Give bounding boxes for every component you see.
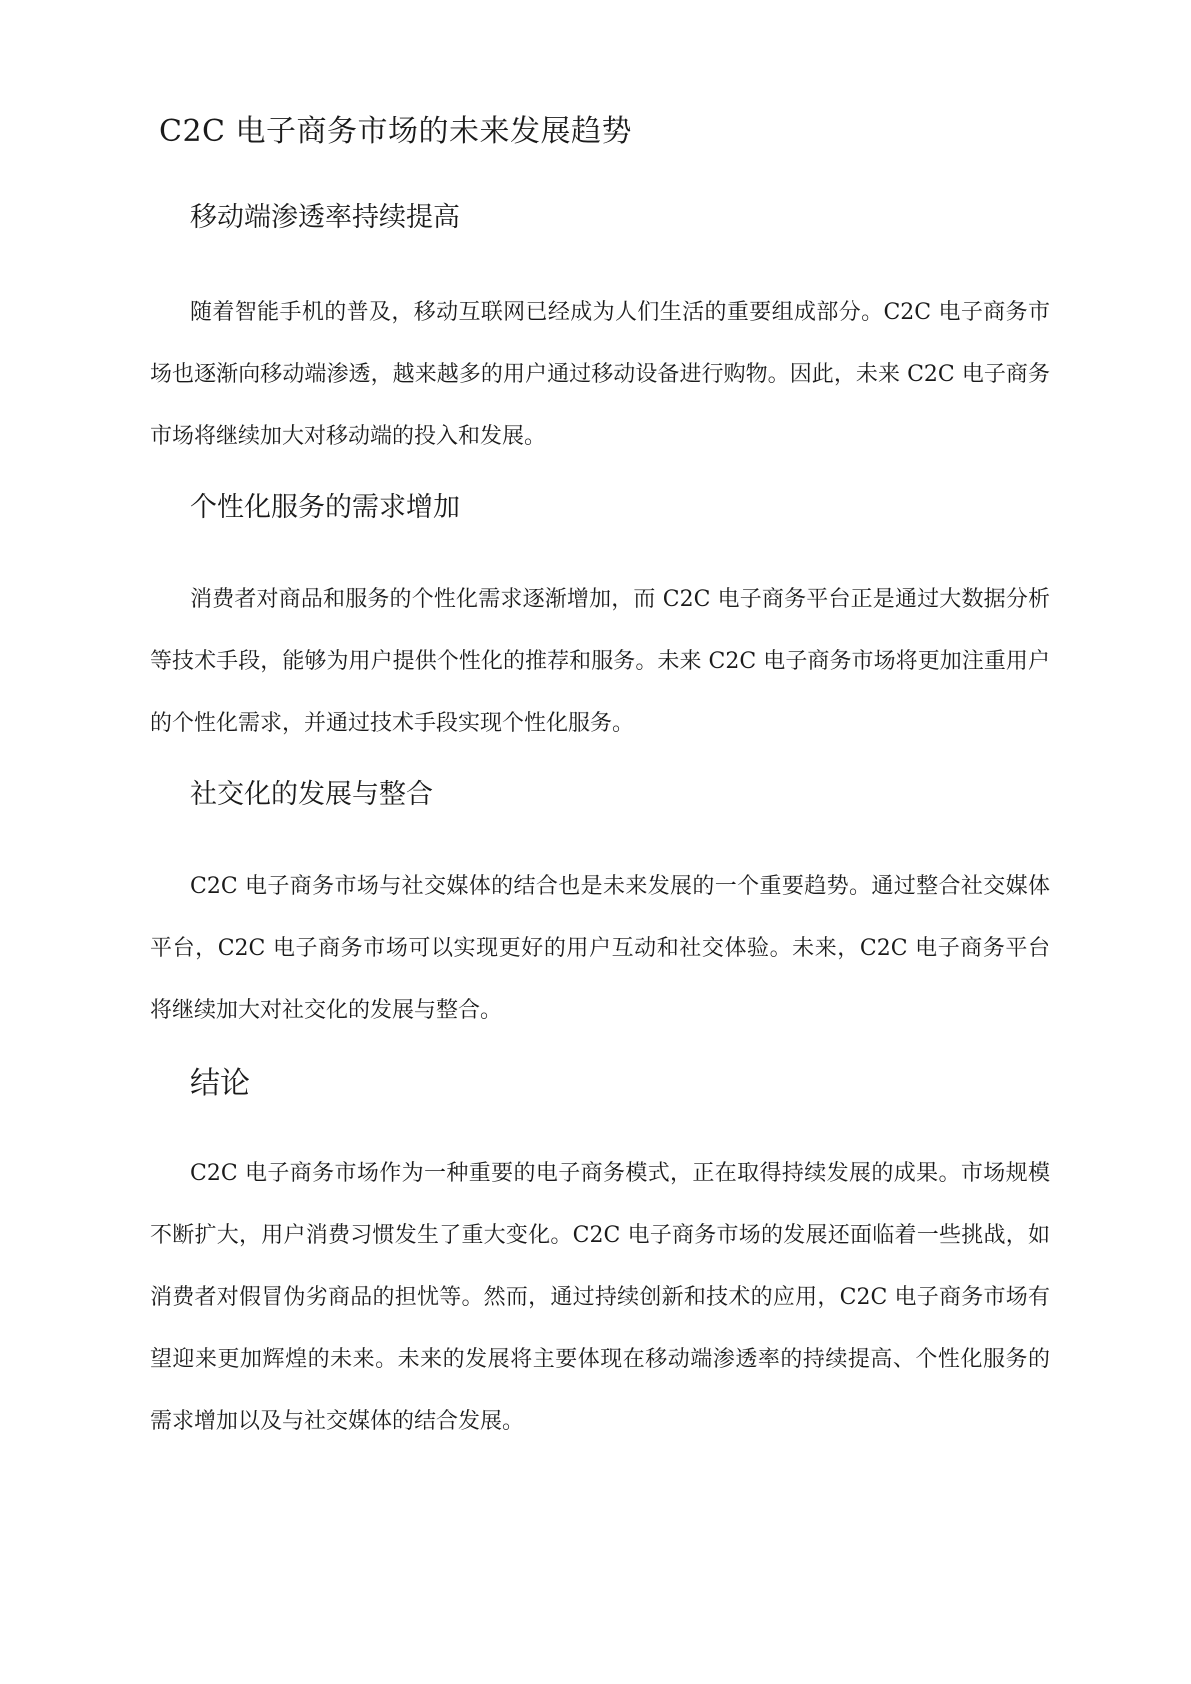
page-title: C2C 电子商务市场的未来发展趋势 (159, 114, 633, 149)
conclusion-paragraph: C2C 电子商务市场作为一种重要的电子商务模式，正在取得持续发展的成果。市场规模不断扩大，用户消费习惯发生了重大变化。C2C 电子商务市场的发展还面临着一些挑战，如消费者对假冒伪劣商品的担忧等。然而，通过持续创新和技术的应用，C2C 电子商务市场有望迎来更加辉煌的未来。未来的发展将主要体现在移动端渗透率的持续提高、个性化服务的需求增加以及与社交媒体的结合发展。 (150, 1161, 1050, 1434)
section-paragraph-mobile: 随着智能手机的普及，移动互联网已经成为人们生活的重要组成部分。C2C 电子商务市场也逐渐向移动端渗透，越来越多的用户通过移动设备进行购物。因此，未来 C2C 电子商务市场将继续加大对移动端的投入和发展。 (150, 300, 1050, 449)
conclusion-heading: 结论 (190, 1066, 250, 1101)
section-heading-mobile: 移动端渗透率持续提高 (190, 202, 460, 233)
section-paragraph-personalization: 消费者对商品和服务的个性化需求逐渐增加，而 C2C 电子商务平台正是通过大数据分析等技术手段，能够为用户提供个性化的推荐和服务。未来 C2C 电子商务市场将更加注重用户的个性化需求，并通过技术手段实现个性化服务。 (150, 587, 1050, 736)
section-paragraph-social: C2C 电子商务市场与社交媒体的结合也是未来发展的一个重要趋势。通过整合社交媒体平台，C2C 电子商务市场可以实现更好的用户互动和社交体验。未来，C2C 电子商务平台将继续加大对社交化的发展与整合。 (150, 874, 1050, 1023)
section-heading-social: 社交化的发展与整合 (190, 779, 433, 810)
section-heading-personalization: 个性化服务的需求增加 (190, 492, 460, 523)
